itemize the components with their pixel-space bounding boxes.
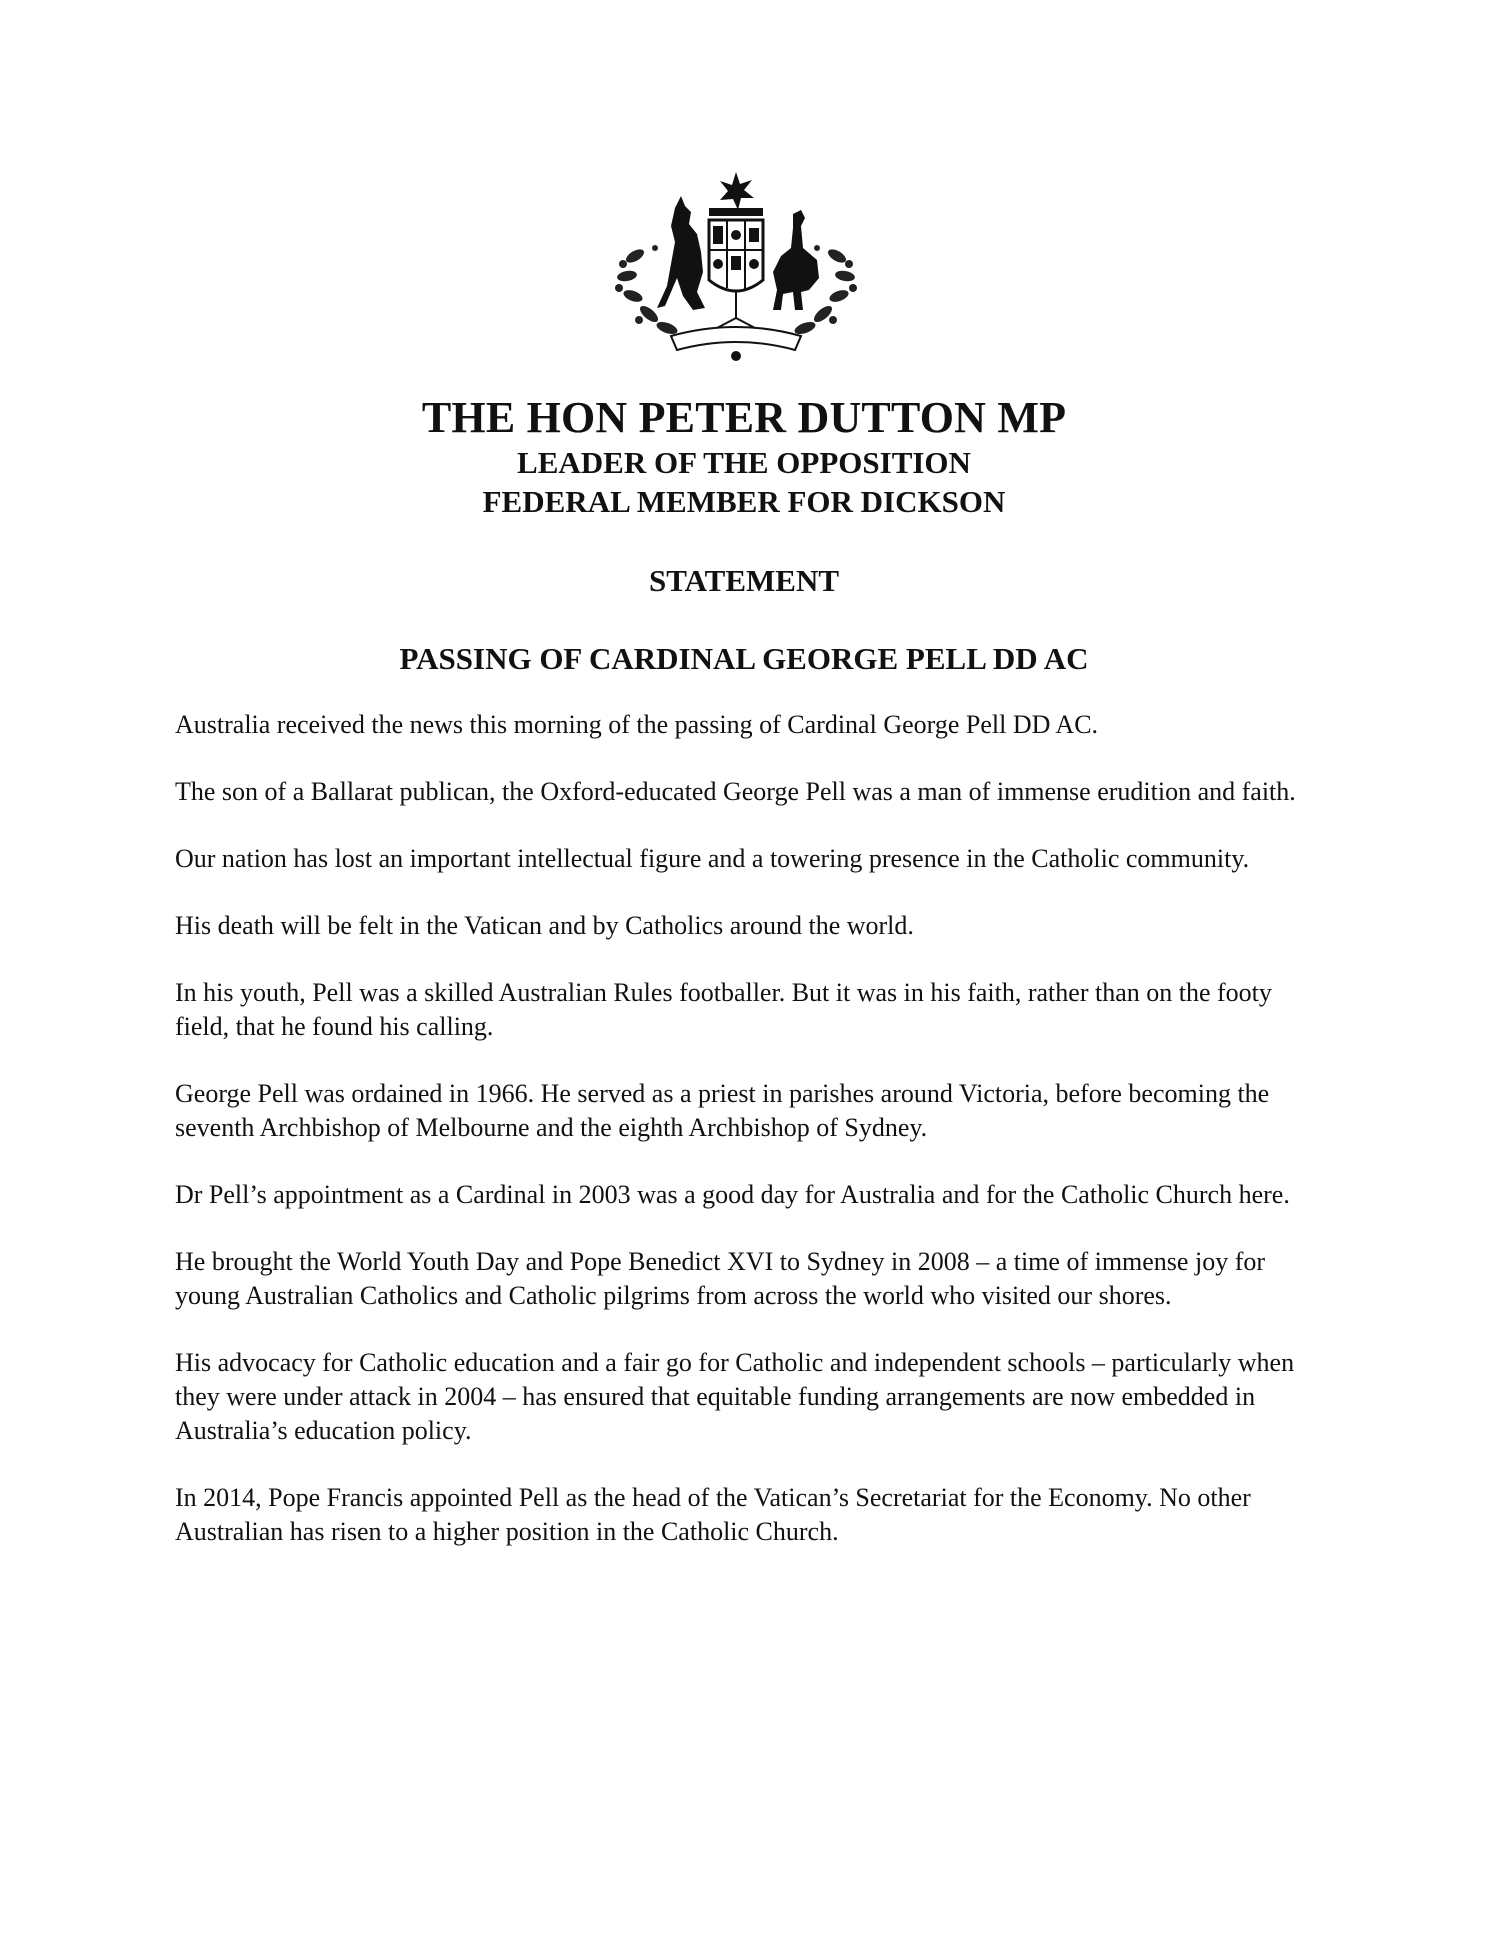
body-paragraph: His death will be felt in the Vatican and by Catholics around the world. [175, 911, 914, 940]
document-type-label: STATEMENT [648, 563, 840, 598]
member-electorate-line: FEDERAL MEMBER FOR DICKSON [482, 484, 1006, 519]
statement-body [175, 708, 1315, 1582]
body-paragraph: In his youth, Pell was a skilled Australian Rules footballer. But it was in his faith, rather than on the footy field, that he found his calling. [175, 978, 1272, 1041]
body-paragraph: Our nation has lost an important intellectual figure and a towering presence in the Catholic community. [175, 844, 1250, 873]
body-paragraph: George Pell was ordained in 1966. He served as a priest in parishes around Victoria, before becoming the seventh Archbishop of Melbourne and the eighth Archbishop of Sydney. [175, 1079, 1270, 1142]
member-role-line: LEADER OF THE OPPOSITION [517, 445, 971, 480]
body-paragraph: He brought the World Youth Day and Pope Benedict XVI to Sydney in 2008 – a time of immense joy for young Australian Catholics and Catholic pilgrims from across the world who visited our shores. [175, 1247, 1266, 1310]
body-paragraph: In 2014, Pope Francis appointed Pell as the head of the Vatican’s Secretariat for the Economy. No other Australian has risen to a higher position in the Catholic Church. [175, 1483, 1251, 1546]
body-paragraph: The son of a Ballarat publican, the Oxford-educated George Pell was a man of immense erudition and faith. [175, 777, 1296, 806]
body-paragraph: His advocacy for Catholic education and a fair go for Catholic and independent schools – particularly when they were under attack in 2004 – has ensured that equitable funding arrangements are now embedded in Australia’s education policy. [175, 1348, 1295, 1445]
body-paragraph: Australia received the news this morning of the passing of Cardinal George Pell DD AC. [175, 710, 1099, 739]
statement-title: PASSING OF CARDINAL GEORGE PELL DD AC [399, 641, 1089, 676]
member-name-title: THE HON PETER DUTTON MP [421, 393, 1067, 442]
body-paragraph: Dr Pell’s appointment as a Cardinal in 2003 was a good day for Australia and for the Catholic Church here. [175, 1180, 1290, 1209]
australian-coat-of-arms-icon [605, 168, 867, 368]
